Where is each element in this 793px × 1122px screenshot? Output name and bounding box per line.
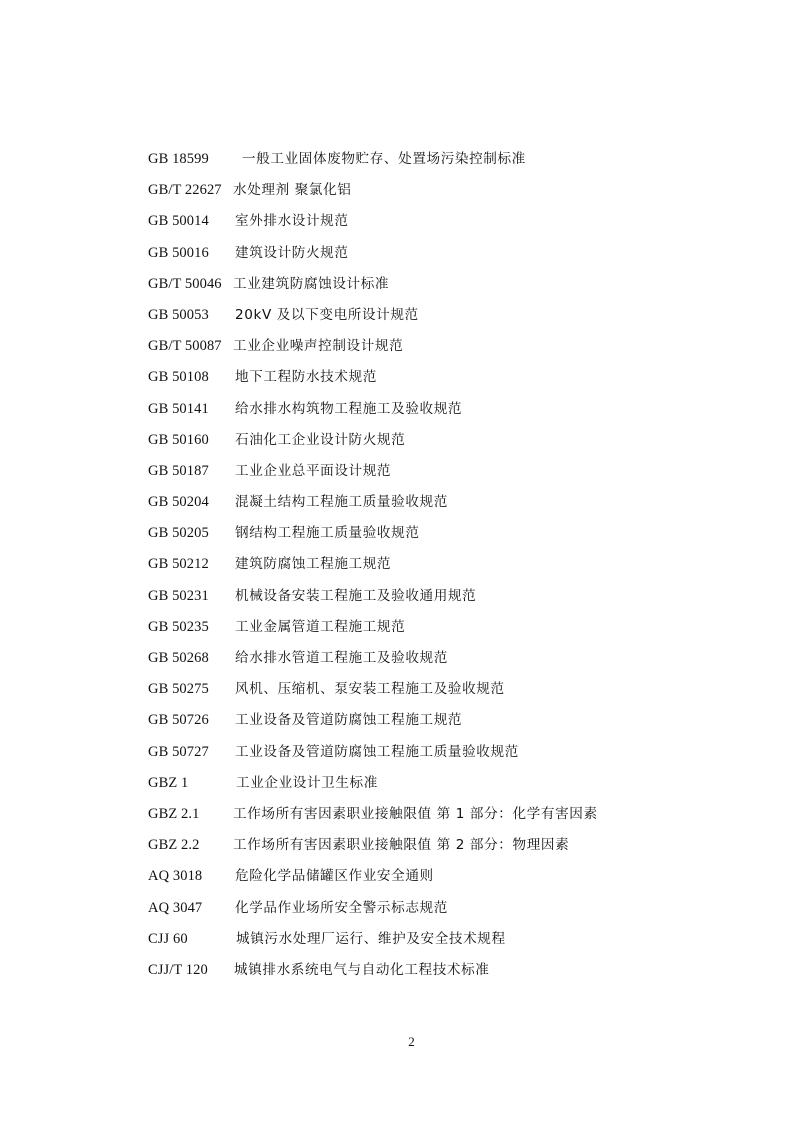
- standard-code: GB 18599: [148, 151, 209, 167]
- standard-title: 给水排水构筑物工程施工及验收规范: [235, 400, 463, 417]
- standard-title: 建筑设计防火规范: [235, 244, 349, 261]
- standard-code: CJJ 60: [148, 930, 188, 947]
- standard-code: GB 50016: [148, 244, 209, 261]
- standard-code: GB 50726: [148, 712, 209, 729]
- standard-code: GB 50205: [148, 525, 209, 542]
- standard-code: GB/T 50087: [148, 338, 222, 355]
- standard-title: 工作场所有害因素职业接触限值 第 1 部分：化学有害因素: [233, 805, 598, 822]
- standard-code: GB 50108: [148, 369, 209, 386]
- standard-title: 室外排水设计规范: [235, 213, 349, 230]
- standard-code: GB 50014: [148, 213, 209, 230]
- standard-title: 钢结构工程施工质量验收规范: [235, 525, 420, 542]
- standard-title: 20kV 及以下变电所设计规范: [235, 306, 419, 323]
- standard-title: 地下工程防水技术规范: [235, 369, 377, 386]
- standard-title: 建筑防腐蚀工程施工规范: [235, 556, 392, 573]
- standard-title: 工作场所有害因素职业接触限值 第 2 部分：物理因素: [233, 837, 570, 854]
- standard-code: GB/T 22627: [148, 182, 222, 199]
- standard-code: AQ 3047: [148, 899, 203, 916]
- standard-title: 给水排水管道工程施工及验收规范: [235, 650, 448, 666]
- standard-code: GB 50204: [148, 494, 209, 511]
- standard-code: GB 50053: [148, 306, 209, 323]
- standard-title: 工业建筑防腐蚀设计标准: [233, 275, 390, 292]
- standard-code: GB 50141: [148, 400, 209, 417]
- standard-code: CJJ/T 120: [148, 961, 208, 978]
- standard-code: GB 50231: [148, 587, 209, 604]
- standard-code: GB 50187: [148, 462, 209, 479]
- standard-title: 一般工业固体废物贮存、处置场污染控制标准: [242, 151, 526, 167]
- standard-title: 工业企业噪声控制设计规范: [233, 338, 404, 355]
- standard-title: 石油化工企业设计防火规范: [235, 431, 406, 448]
- standard-code: GB 50275: [148, 681, 209, 698]
- standard-title: 工业企业设计卫生标准: [236, 774, 378, 791]
- standard-title: 混凝土结构工程施工质量验收规范: [235, 494, 448, 511]
- standard-title: 城镇污水处理厂运行、维护及安全技术规程: [236, 930, 506, 947]
- standard-title: 危险化学品储罐区作业安全通则: [235, 868, 434, 885]
- standard-title: 工业企业总平面设计规范: [235, 462, 392, 479]
- standard-title: 工业设备及管道防腐蚀工程施工规范: [235, 712, 463, 729]
- standard-title: 工业金属管道工程施工规范: [235, 618, 406, 635]
- standard-title: 工业设备及管道防腐蚀工程施工质量验收规范: [235, 743, 519, 760]
- page-number: 2: [408, 1034, 415, 1049]
- standard-title: 化学品作业场所安全警示标志规范: [235, 899, 448, 916]
- standard-code: GB 50160: [148, 431, 209, 448]
- standard-title: 城镇排水系统电气与自动化工程技术标准: [234, 961, 490, 978]
- standard-title: 机械设备安装工程施工及验收通用规范: [235, 587, 477, 604]
- standard-title: 水处理剂 聚氯化铝: [233, 182, 352, 199]
- standard-code: GB 50268: [148, 650, 209, 666]
- standard-code: GBZ 1: [148, 774, 189, 791]
- standard-code: AQ 3018: [148, 868, 203, 885]
- standard-code: GB 50235: [148, 618, 209, 635]
- standard-code: GB 50212: [148, 556, 209, 573]
- standard-code: GBZ 2.1: [148, 805, 200, 822]
- standard-code: GBZ 2.2: [148, 837, 200, 854]
- standard-code: GB/T 50046: [148, 275, 222, 292]
- standard-title: 风机、压缩机、泵安装工程施工及验收规范: [235, 681, 505, 698]
- standard-code: GB 50727: [148, 743, 209, 760]
